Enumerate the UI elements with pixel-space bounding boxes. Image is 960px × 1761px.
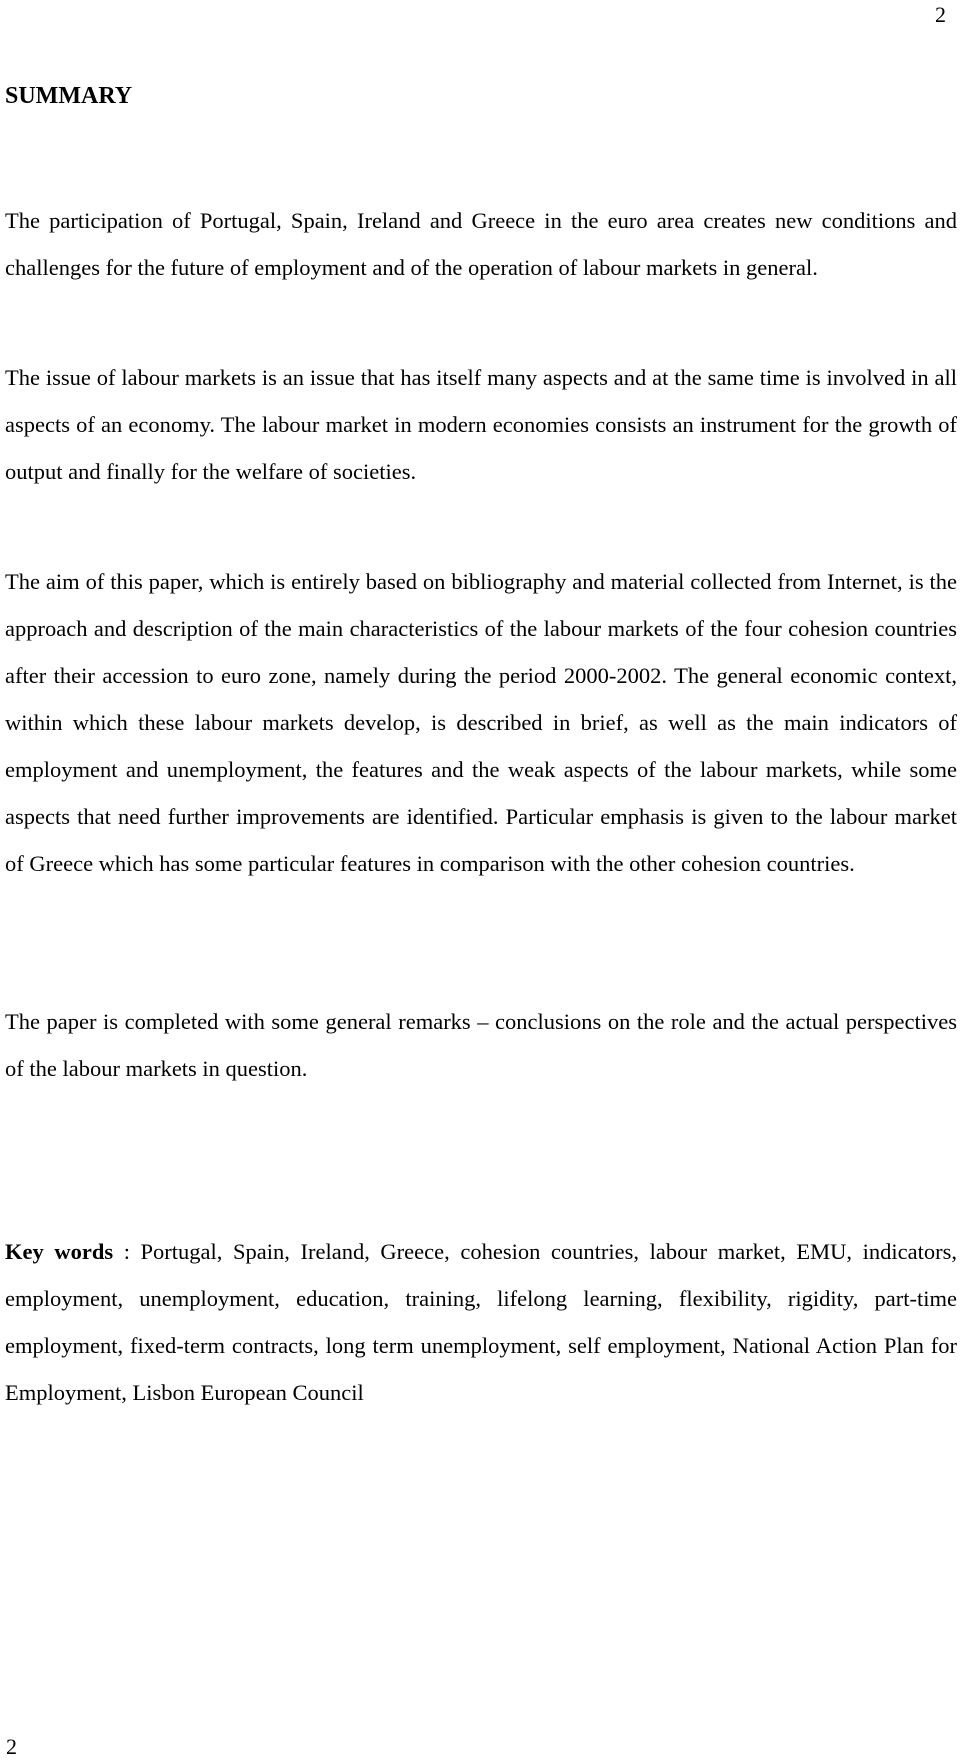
- page-number-bottom: 2: [6, 1734, 17, 1759]
- summary-paragraph-4: The paper is completed with some general remarks – conclusions on the role and the actual perspectives of the labour markets in question.: [5, 1009, 957, 1081]
- page-number-top: 2: [935, 2, 946, 27]
- keywords-label: Key words: [5, 1239, 114, 1264]
- summary-paragraph-2: The issue of labour markets is an issue that has itself many aspects and at the same time is involved in all aspects of an economy. The labour market in modern economies consists an instrument for the growth of output and finally for the welfare of societies.: [5, 365, 957, 484]
- summary-paragraph-3: The aim of this paper, which is entirely based on bibliography and material collected from Internet, is the approach and description of the main characteristics of the labour markets of the four cohesion countries after their accession to euro zone, namely during the period 2000-2002. The general economic context, within which these labour markets develop, is described in brief, as well as the main indicators of employment and unemployment, the features and the weak aspects of the labour markets, while some aspects that need further improvements are identified. Particular emphasis is given to the labour market of Greece which has some particular features in comparison with the other cohesion countries.: [5, 569, 957, 876]
- keywords-separator: :: [113, 1239, 141, 1264]
- summary-heading: SUMMARY: [5, 83, 133, 109]
- keywords-block: [5, 1228, 957, 1416]
- keywords-list: Portugal, Spain, Ireland, Greece, cohesion countries, labour market, EMU, indicators, employment, unemployment, education, training, lifelong learning, flexibility, rigidity, part-time employment, fixed-term contracts, long term unemployment, self employment, National Action Plan for Employment, Lisbon European Council: [5, 1239, 957, 1405]
- summary-paragraph-1: The participation of Portugal, Spain, Ireland and Greece in the euro area creates new conditions and challenges for the future of employment and of the operation of labour markets in general.: [5, 208, 957, 280]
